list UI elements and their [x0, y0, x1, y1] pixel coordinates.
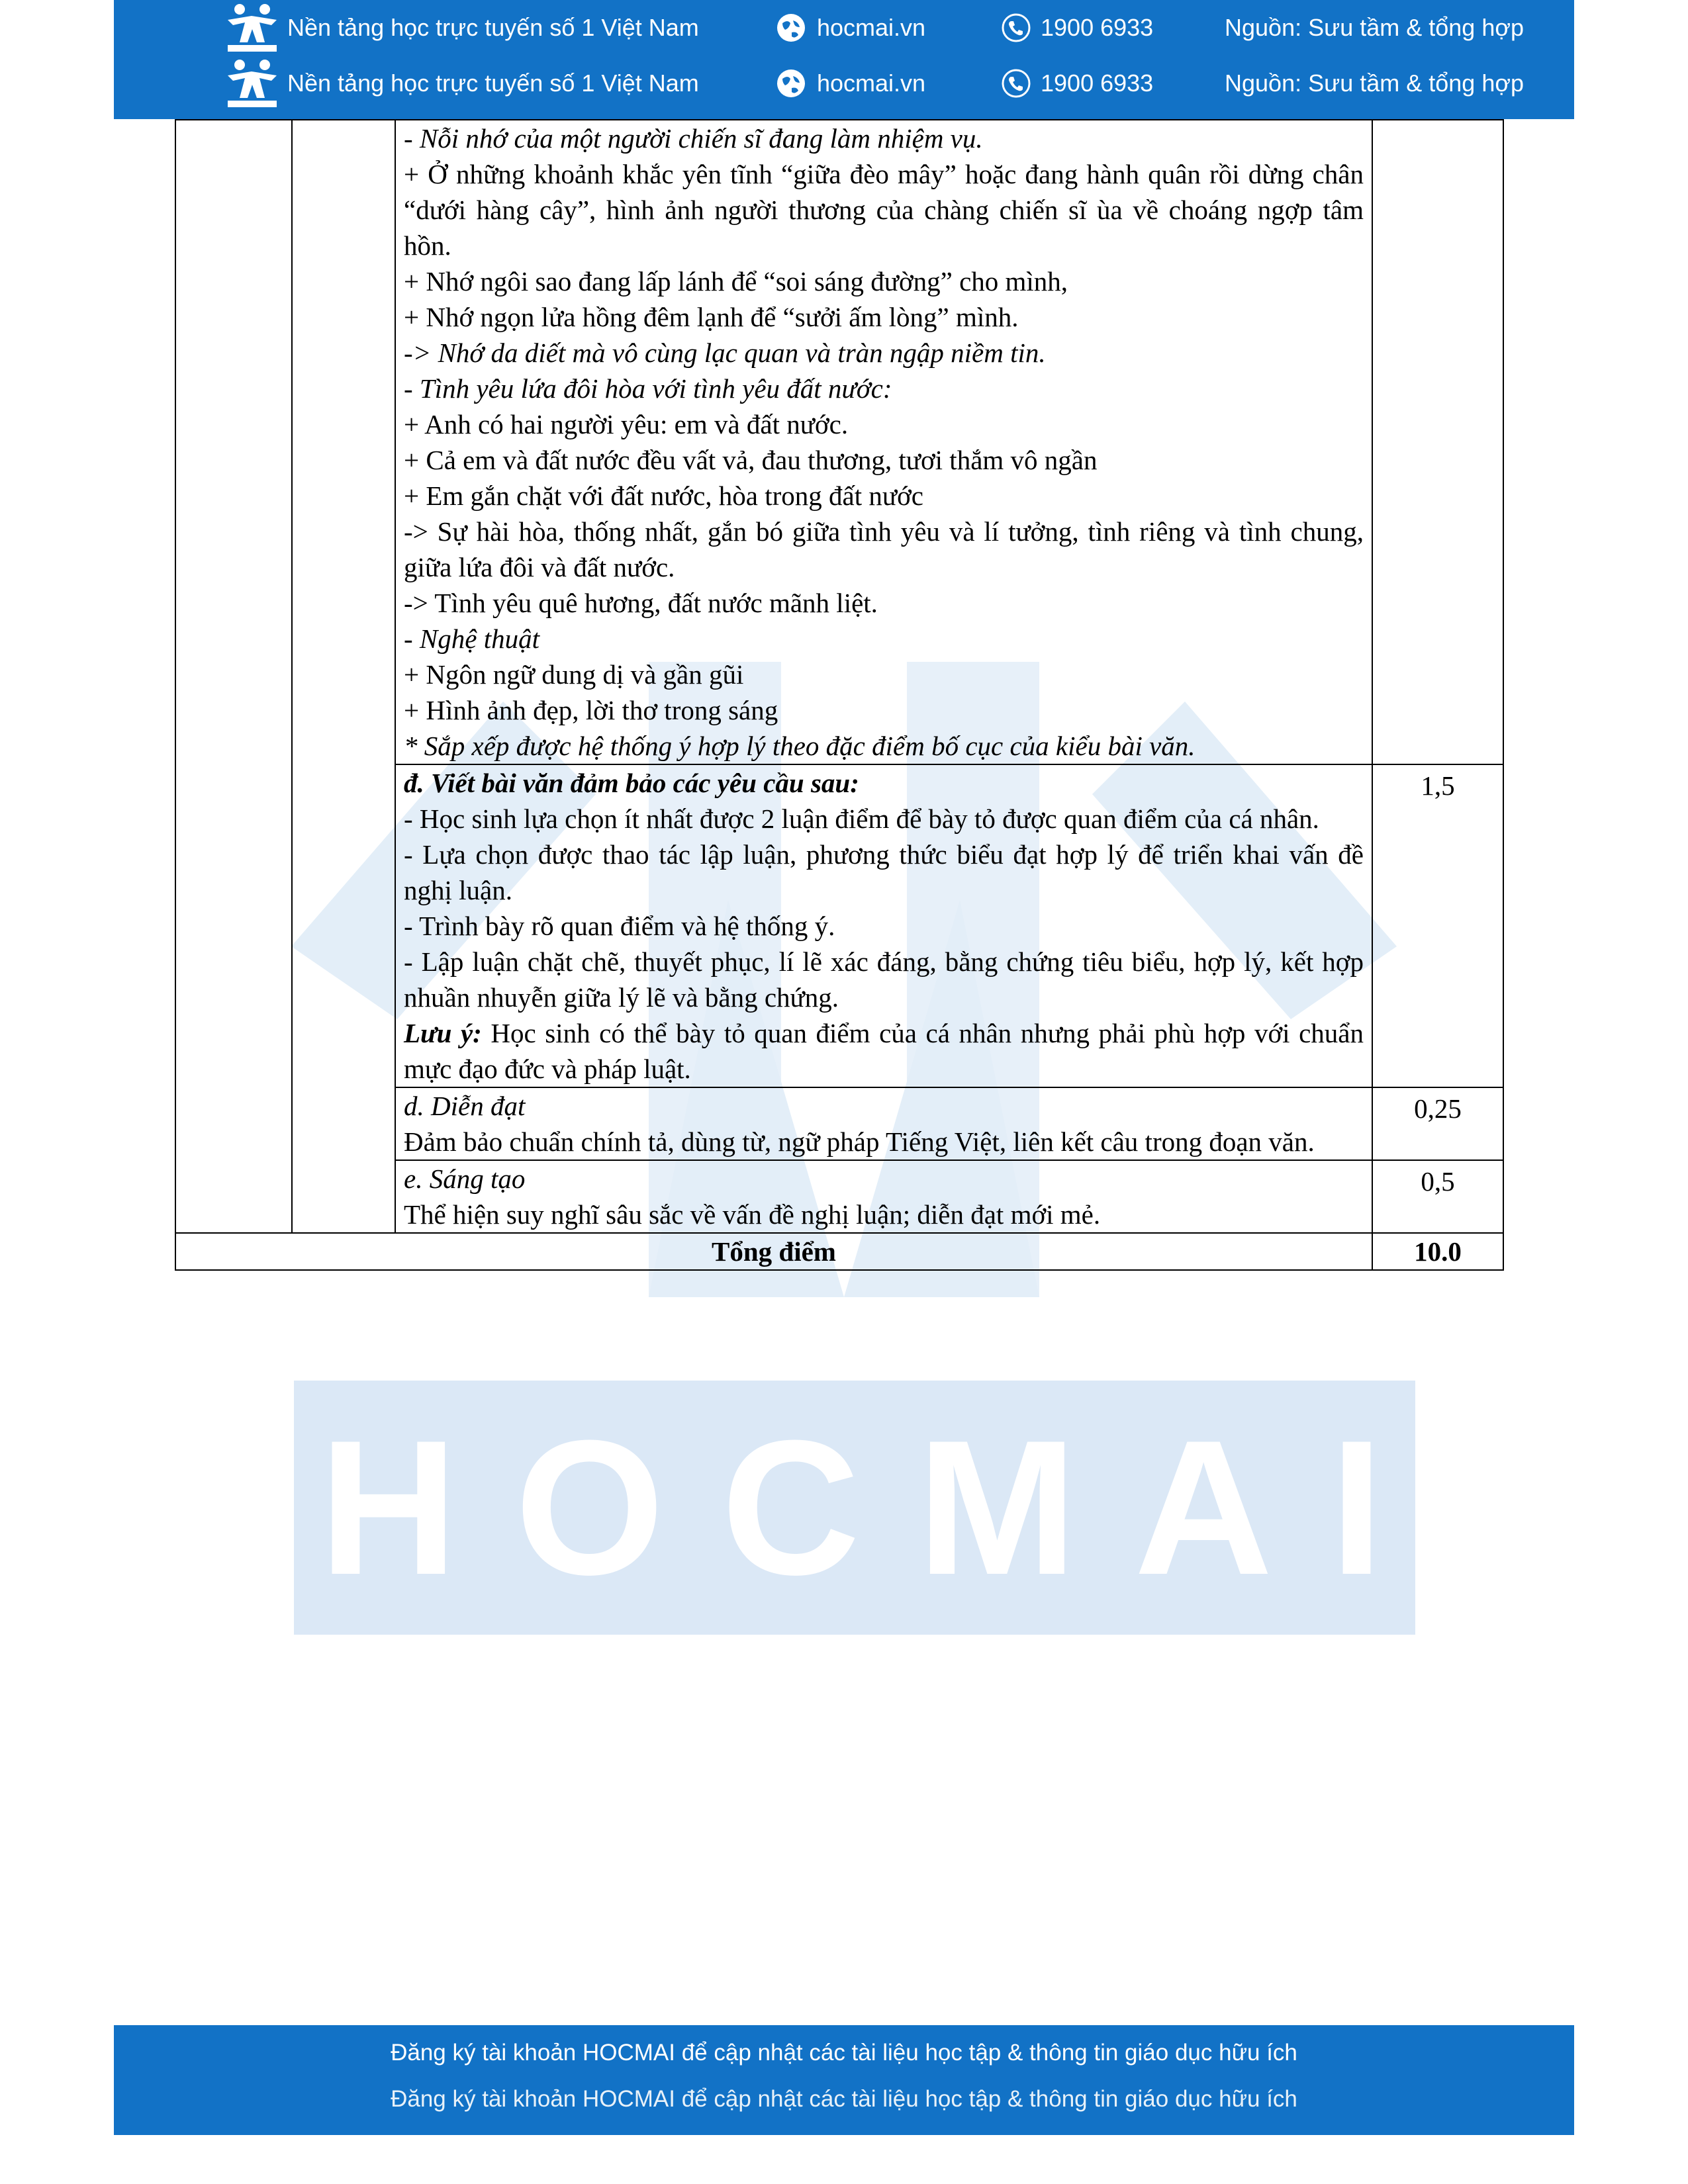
- table-cell-content: [395, 1160, 1372, 1233]
- header-tagline: Nền tảng học trực tuyến số 1 Việt Nam: [287, 14, 699, 41]
- section-heading: d. Diễn đạt: [404, 1091, 526, 1121]
- score-value: 1,5: [1421, 770, 1455, 801]
- hocmai-logo-icon: [225, 3, 279, 53]
- score-value: 0,5: [1421, 1166, 1455, 1197]
- header-site-link[interactable]: hocmai.vn: [817, 14, 926, 41]
- content-line: + Nhớ ngôi sao đang lấp lánh để “soi sáng đường” cho mình,: [404, 266, 1068, 296]
- content-line: Thể hiện suy nghĩ sâu sắc về vấn đề nghị luận; diễn đạt mới mẻ.: [404, 1199, 1101, 1230]
- content-line: - Tình yêu lứa đôi hòa với tình yêu đất nước:: [404, 373, 892, 404]
- header-banner: [114, 0, 1574, 119]
- table-row: [175, 120, 1503, 764]
- content-line: - Trình bày rõ quan điểm và hệ thống ý.: [404, 911, 835, 941]
- content-line: + Cả em và đất nước đều vất vả, đau thương, tươi thắm vô ngần: [404, 445, 1098, 475]
- content-line: - Lựa chọn được thao tác lập luận, phương thức biểu đạt hợp lý để triển khai vấn đề nghị luận.: [404, 839, 1364, 905]
- content-line: Đảm bảo chuẩn chính tả, dùng từ, ngữ pháp Tiếng Việt, liên kết câu trong đoạn văn.: [404, 1126, 1315, 1157]
- header-row: [114, 56, 1574, 111]
- table-cell-content: [395, 120, 1372, 764]
- table-cell-part: [175, 120, 292, 1233]
- globe-icon: [776, 13, 806, 43]
- table-cell-content: [395, 1087, 1372, 1160]
- total-label: Tổng điểm: [175, 1233, 1372, 1270]
- hocmai-logo-icon: [225, 58, 279, 109]
- content-line: - Nghệ thuật: [404, 623, 539, 654]
- content-line: - Học sinh lựa chọn ít nhất được 2 luận điểm để bày tỏ được quan điểm của cá nhân.: [404, 803, 1319, 834]
- table-cell-question: [292, 120, 395, 1233]
- header-phone[interactable]: 1900 6933: [1041, 14, 1154, 41]
- phone-icon: [1001, 68, 1031, 99]
- grading-table: [175, 119, 1504, 1271]
- watermark-text: [294, 1381, 1415, 1635]
- phone-icon: [1001, 13, 1031, 43]
- content-line: -> Tình yêu quê hương, đất nước mãnh liệt.: [404, 588, 878, 618]
- table-cell-score: [1372, 764, 1503, 1087]
- header-source: Nguồn: Sưu tầm & tổng hợp: [1225, 14, 1524, 41]
- header-row: [114, 0, 1574, 56]
- footer-text-repeat: Đăng ký tài khoản HOCMAI để cập nhật các tài liệu học tập & thông tin giáo dục hữu ích: [391, 2086, 1297, 2112]
- header-source: Nguồn: Sưu tầm & tổng hợp: [1225, 69, 1524, 97]
- header-phone[interactable]: 1900 6933: [1041, 69, 1154, 97]
- content-line: - Nỗi nhớ của một người chiến sĩ đang làm nhiệm vụ.: [404, 123, 983, 154]
- content-line: + Ngôn ngữ dung dị và gần gũi: [404, 659, 744, 690]
- footer-banner: [114, 2025, 1574, 2135]
- watermark-letter: O: [514, 1400, 671, 1615]
- section-heading: e. Sáng tạo: [404, 1163, 526, 1194]
- table-cell-score: [1372, 1160, 1503, 1233]
- table-cell-content: [395, 764, 1372, 1087]
- note-text: Học sinh có thể bày tỏ quan điểm của cá nhân nhưng phải phù hợp với chuẩn mực đạo đức và pháp luật.: [404, 1018, 1364, 1084]
- content-line: + Anh có hai người yêu: em và đất nước.: [404, 409, 849, 439]
- content-line: + Hình ảnh đẹp, lời thơ trong sáng: [404, 695, 778, 725]
- table-cell-score: [1372, 120, 1503, 764]
- content-line: + Ở những khoảnh khắc yên tĩnh “giữa đèo mây” hoặc đang hành quân rồi dừng chân “dưới hàng cây”, hình ảnh người thương của chàng chiến sĩ ùa về choáng ngợp tâm hồn.: [404, 159, 1364, 261]
- content-line: + Em gắn chặt với đất nước, hòa trong đất nước: [404, 480, 923, 511]
- footer-text[interactable]: Đăng ký tài khoản HOCMAI để cập nhật các tài liệu học tập & thông tin giáo dục hữu ích: [391, 2040, 1297, 2066]
- section-heading: đ. Viết bài văn đảm bảo các yêu cầu sau:: [404, 768, 859, 798]
- note-label: Lưu ý:: [404, 1018, 482, 1048]
- watermark-letter: A: [1134, 1400, 1280, 1615]
- watermark-letter: I: [1330, 1400, 1390, 1615]
- watermark-letter: M: [917, 1400, 1084, 1615]
- globe-icon: [776, 68, 806, 99]
- total-row: [175, 1233, 1503, 1270]
- content-line: -> Nhớ da diết mà vô cùng lạc quan và tràn ngập niềm tin.: [404, 338, 1046, 368]
- watermark-letter: H: [319, 1400, 465, 1615]
- note-line: [404, 1015, 1364, 1087]
- content-line: -> Sự hài hòa, thống nhất, gắn bó giữa tình yêu và lí tưởng, tình riêng và tình chung, giữa lứa đôi và đất nước.: [404, 516, 1364, 582]
- score-value: 0,25: [1414, 1093, 1462, 1124]
- watermark-letter: C: [721, 1400, 867, 1615]
- content-line: - Lập luận chặt chẽ, thuyết phục, lí lẽ xác đáng, bằng chứng tiêu biểu, hợp lý, kết hợp nhuần nhuyễn giữa lý lẽ và bằng chứng.: [404, 946, 1364, 1013]
- header-site-link[interactable]: hocmai.vn: [817, 69, 926, 97]
- table-cell-score: [1372, 1087, 1503, 1160]
- header-tagline: Nền tảng học trực tuyến số 1 Việt Nam: [287, 69, 699, 97]
- content-line: * Sắp xếp được hệ thống ý hợp lý theo đặc điểm bố cục của kiểu bài văn.: [404, 731, 1196, 761]
- content-line: + Nhớ ngọn lửa hồng đêm lạnh để “sưởi ấm lòng” mình.: [404, 302, 1019, 332]
- total-score: 10.0: [1372, 1233, 1503, 1270]
